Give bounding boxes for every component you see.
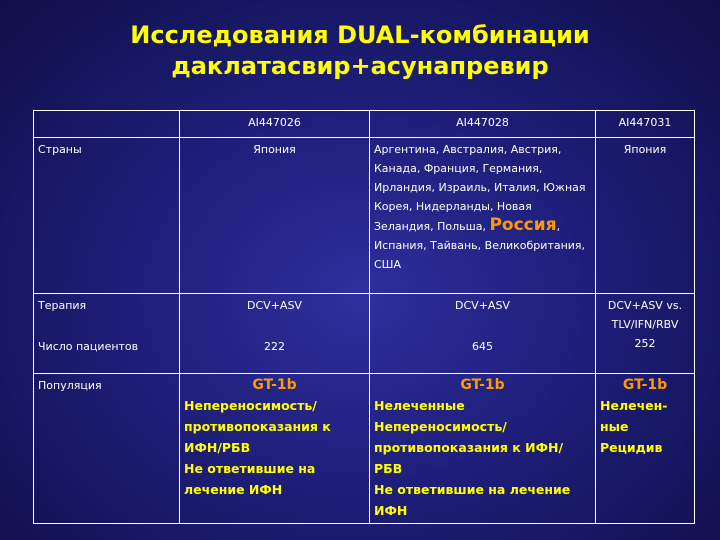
therapy-study-1: DCV+ASV <box>247 299 302 312</box>
population-row <box>34 374 695 524</box>
population-study-2-line-1: Нелеченные <box>374 398 465 413</box>
header-row <box>34 111 695 138</box>
studies-table <box>33 110 695 524</box>
genotype-study-3: GT-1b <box>622 377 668 393</box>
genotype-study-1: GT-1b <box>252 377 297 393</box>
countries-label: Страны <box>34 138 180 294</box>
patients-study-3: 252 <box>634 337 656 350</box>
countries-study-1: Япония <box>180 138 370 294</box>
slide-title <box>0 20 720 82</box>
countries-list-end: , Испания, Тайвань, Великобритания, США <box>374 220 586 271</box>
population-study-3-line-2: Рецидив <box>600 440 663 455</box>
therapy-study-2: DCV+ASV <box>455 299 510 312</box>
therapy-patients-row <box>34 294 695 374</box>
population-study-1 <box>180 374 370 524</box>
countries-row <box>34 138 695 294</box>
population-study-1-line-2: Не ответившие на лечение ИФН <box>184 461 316 497</box>
title-line-2: даклатасвир+асунапревир <box>171 52 549 80</box>
header-empty-cell <box>34 111 180 138</box>
therapy-patients-study-3 <box>596 294 695 374</box>
population-study-1-line-1: Непереносимость/противопоказания к ИФН/РБВ <box>184 398 331 455</box>
population-label: Популяция <box>34 374 180 524</box>
therapy-patients-study-2 <box>370 294 596 374</box>
header-study-1: AI447026 <box>180 111 370 138</box>
countries-study-3: Япония <box>596 138 695 294</box>
patients-study-2: 645 <box>472 340 493 353</box>
therapy-patients-label-cell <box>34 294 180 374</box>
therapy-study-3: DCV+ASV vs. TLV/IFN/RBV <box>607 299 683 331</box>
title-line-1: Исследования DUAL-комбинации <box>130 21 590 49</box>
countries-list-start: Аргентина, Австралия, Австрия, Канада, Франция, Германия, Ирландия, Израиль, Италия, Южная Корея, Нидерланды, Новая Зеландия, Польша, <box>374 143 586 233</box>
genotype-study-2: GT-1b <box>460 377 505 393</box>
header-study-2: AI447028 <box>370 111 596 138</box>
countries-study-2 <box>370 138 596 294</box>
population-study-3 <box>596 374 695 524</box>
population-study-3-line-1: Нелечен-ные <box>600 398 668 434</box>
therapy-patients-study-1 <box>180 294 370 374</box>
russia-highlight: Россия <box>489 215 557 235</box>
patients-study-1: 222 <box>264 340 285 353</box>
patients-label: Число пациентов <box>38 340 139 353</box>
population-study-2 <box>370 374 596 524</box>
header-study-3: AI447031 <box>596 111 695 138</box>
therapy-label: Терапия <box>38 299 87 312</box>
population-study-2-line-3: Не ответившие на лечение ИФН <box>374 482 571 518</box>
population-study-2-line-2: Непереносимость/противопоказания к ИФН/РБВ <box>374 419 564 476</box>
